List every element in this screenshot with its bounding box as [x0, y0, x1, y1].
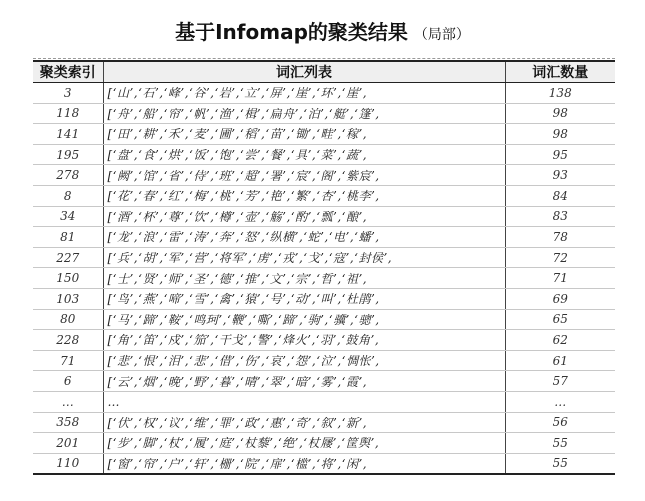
table-row [33, 83, 615, 104]
cluster-index-cell: 103 [33, 288, 103, 309]
table-row [33, 433, 615, 454]
word-count-cell: 83 [505, 206, 615, 227]
word-list-cell: … [103, 391, 505, 412]
table-row [33, 206, 615, 227]
header-row [33, 61, 615, 83]
table-row [33, 330, 615, 351]
word-count-cell: 138 [505, 83, 615, 104]
table-row [33, 165, 615, 186]
table-row [33, 144, 615, 165]
word-count-cell: 65 [505, 309, 615, 330]
word-list-cell: [‘鸟’,‘燕’,‘啼’,‘雪’,‘禽’,‘猿’,‘号’,‘动’,‘叫’,‘杜鹃’, [103, 288, 505, 309]
word-list-cell: [‘山’,‘石’,‘峰’,‘谷’,‘岩’,‘立’,‘屏’,‘崖’,‘环’,‘崖’, [103, 83, 505, 104]
word-count-cell: 84 [505, 185, 615, 206]
cluster-index-cell: 110 [33, 453, 103, 474]
table-row [33, 412, 615, 433]
word-list-cell: [‘酒’,‘杯’,‘尊’,‘饮’,‘樽’,‘壶’,‘觞’,‘酌’,‘瓢’,‘酿’, [103, 206, 505, 227]
word-count-cell: 57 [505, 371, 615, 392]
word-list-cell: [‘阙’,‘馆’,‘省’,‘侍’,‘班’,‘超’,‘署’,‘宸’,‘阁’,‘紫宸’, [103, 165, 505, 186]
cluster-index-cell: 201 [33, 433, 103, 454]
cluster-index-cell: 278 [33, 165, 103, 186]
word-list-cell: [‘云’,‘烟’,‘晚’,‘野’,‘暮’,‘晴’,‘翠’,‘暗’,‘雾’,‘霞’, [103, 371, 505, 392]
word-count-cell: 61 [505, 350, 615, 371]
table-body [33, 83, 615, 475]
table-row [33, 350, 615, 371]
word-count-cell: 98 [505, 103, 615, 124]
word-list-cell: [‘士’,‘贤’,‘师’,‘圣’,‘德’,‘推’,‘文’,‘宗’,‘哲’,‘祖’, [103, 268, 505, 289]
word-list-cell: [‘龙’,‘浪’,‘雷’,‘涛’,‘奔’,‘怒’,‘纵横’,‘蛇’,‘电’,‘蟠’, [103, 227, 505, 248]
title-subtitle: （局部） [413, 27, 470, 43]
header-word-list: 词汇列表 [103, 61, 505, 83]
word-list-cell: [‘盘’,‘食’,‘烘’,‘饭’,‘饱’,‘尝’,‘餐’,‘具’,‘菜’,‘蔬’, [103, 144, 505, 165]
cluster-index-cell: 8 [33, 185, 103, 206]
word-list-cell: [‘马’,‘蹄’,‘鞍’,‘鸣珂’,‘鞭’,‘嘶’,‘蹄’,‘驹’,‘骥’,‘骢’, [103, 309, 505, 330]
title-main: 基于Infomap的聚类结果 [175, 20, 408, 44]
word-count-cell: 71 [505, 268, 615, 289]
word-count-cell: 55 [505, 433, 615, 454]
header-cluster-index: 聚类索引 [33, 61, 103, 83]
cluster-index-cell: 81 [33, 227, 103, 248]
word-count-cell: 55 [505, 453, 615, 474]
cluster-index-cell: 195 [33, 144, 103, 165]
cluster-index-cell: 6 [33, 371, 103, 392]
word-list-cell: [‘伏’,‘权’,‘议’,‘维’,‘罪’,‘政’,‘惠’,‘奇’,‘叙’,‘新’, [103, 412, 505, 433]
word-list-cell: [‘兵’,‘胡’,‘军’,‘营’,‘将军’,‘虏’,‘戎’,‘戈’,‘寇’,‘封侯’, [103, 247, 505, 268]
word-count-cell: 69 [505, 288, 615, 309]
word-list-cell: [‘花’,‘春’,‘红’,‘梅’,‘桃’,‘芳’,‘艳’,‘繁’,‘杏’,‘桃李’, [103, 185, 505, 206]
cluster-index-cell: 34 [33, 206, 103, 227]
table-row [33, 268, 615, 289]
word-list-cell: [‘窗’,‘帘’,‘户’,‘轩’,‘栅’,‘院’,‘扉’,‘槛’,‘将’,‘闲’, [103, 453, 505, 474]
word-list-cell: [‘舟’,‘船’,‘帘’,‘帆’,‘渔’,‘楫’,‘扁舟’,‘泊’,‘艇’,‘篷’, [103, 103, 505, 124]
word-list-cell: [‘角’,‘笛’,‘戍’,‘笳’,‘干戈’,‘警’,‘烽火’,‘羽’,‘鼓角’, [103, 330, 505, 351]
slide-title [0, 16, 645, 45]
cluster-index-cell: 3 [33, 83, 103, 104]
cluster-index-cell: 228 [33, 330, 103, 351]
word-count-cell: 62 [505, 330, 615, 351]
table-row [33, 103, 615, 124]
word-count-cell: 56 [505, 412, 615, 433]
word-list-cell: [‘田’,‘耕’,‘禾’,‘麦’,‘圃’,‘稻’,‘苗’,‘锄’,‘畦’,‘稼’, [103, 124, 505, 145]
table-row [33, 247, 615, 268]
cluster-index-cell: 80 [33, 309, 103, 330]
cluster-index-cell: 71 [33, 350, 103, 371]
top-dashed-rule [33, 58, 615, 59]
header-word-count: 词汇数量 [505, 61, 615, 83]
table-row [33, 309, 615, 330]
word-list-cell: [‘悲’,‘恨’,‘泪’,‘悲’,‘借’,‘伤’,‘哀’,‘怨’,‘泣’,‘惆怅’, [103, 350, 505, 371]
table-row [33, 227, 615, 248]
table-row [33, 453, 615, 474]
word-count-cell: 95 [505, 144, 615, 165]
word-count-cell: 78 [505, 227, 615, 248]
cluster-index-cell: … [33, 391, 103, 412]
word-list-cell: [‘步’,‘脚’,‘杖’,‘履’,‘庭’,‘杖藜’,‘绝’,‘杖屦’,‘筐舆’, [103, 433, 505, 454]
table-row [33, 185, 615, 206]
cluster-index-cell: 150 [33, 268, 103, 289]
word-count-cell: 93 [505, 165, 615, 186]
table-row [33, 371, 615, 392]
cluster-index-cell: 358 [33, 412, 103, 433]
table-row [33, 288, 615, 309]
cluster-index-cell: 227 [33, 247, 103, 268]
word-count-cell: … [505, 391, 615, 412]
cluster-index-cell: 141 [33, 124, 103, 145]
table-row [33, 391, 615, 412]
word-count-cell: 72 [505, 247, 615, 268]
table-row [33, 124, 615, 145]
word-count-cell: 98 [505, 124, 615, 145]
cluster-index-cell: 118 [33, 103, 103, 124]
cluster-table [33, 60, 615, 475]
